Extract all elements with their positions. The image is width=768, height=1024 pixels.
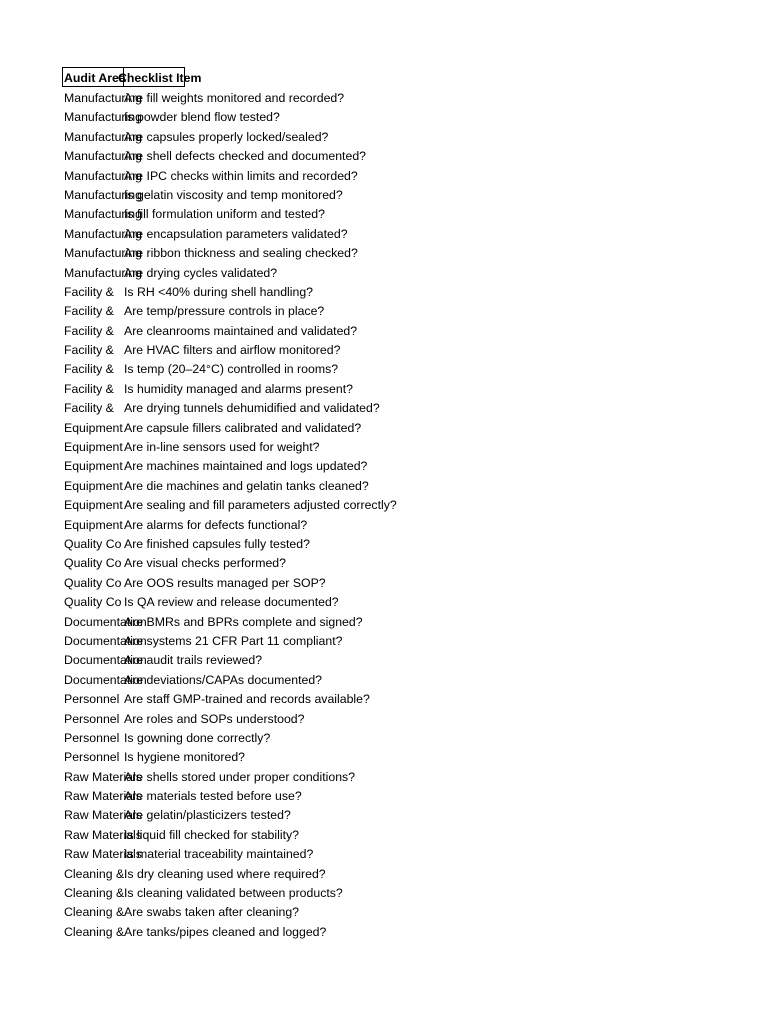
checklist-item-cell[interactable]: Are capsule fillers calibrated and validated? [124,420,362,435]
audit-area-cell[interactable]: Raw Materials [64,789,142,804]
checklist-item-cell[interactable]: Are systems 21 CFR Part 11 compliant? [124,633,343,648]
audit-area-cell[interactable]: Manufacturing [64,246,142,261]
audit-area-cell[interactable]: Cleaning & [64,866,125,881]
audit-area-cell[interactable]: Raw Materials [64,808,142,823]
checklist-item-cell[interactable]: Are alarms for defects functional? [124,517,308,532]
checklist-item-cell[interactable]: Are materials tested before use? [124,789,302,804]
table-row [62,768,702,787]
table-row [62,903,702,922]
checklist-item-cell[interactable]: Is liquid fill checked for stability? [124,827,299,842]
table-row [62,748,702,767]
audit-area-cell[interactable]: Equipment [64,420,123,435]
audit-area-cell[interactable]: Equipment [64,517,123,532]
table-row [62,923,702,942]
table-row [62,399,702,418]
checklist-item-cell[interactable]: Is dry cleaning used where required? [124,866,326,881]
table-row [62,729,702,748]
table-row [62,283,702,302]
audit-area-cell[interactable]: Quality Co [64,536,122,551]
table-row [62,865,702,884]
checklist-item-cell[interactable]: Are machines maintained and logs updated? [124,459,368,474]
audit-area-cell[interactable]: Facility & [64,323,114,338]
checklist-item-cell[interactable]: Is gelatin viscosity and temp monitored? [124,187,343,202]
audit-area-cell[interactable]: Equipment [64,459,123,474]
table-row [62,457,702,476]
table-row [62,360,702,379]
checklist-item-cell[interactable]: Are tanks/pipes cleaned and logged? [124,924,327,939]
audit-area-cell[interactable]: Facility & [64,343,114,358]
checklist-item-cell[interactable]: Is fill formulation uniform and tested? [124,207,325,222]
header-row [62,67,702,89]
table-row [62,787,702,806]
checklist-item-cell[interactable]: Are ribbon thickness and sealing checked? [124,246,358,261]
table-row [62,89,702,108]
table-row [62,671,702,690]
header-audit-area[interactable]: Audit Area [62,67,124,87]
checklist-item-cell[interactable]: Are finished capsules fully tested? [124,536,310,551]
table-row [62,884,702,903]
audit-area-cell[interactable]: Quality Co [64,595,122,610]
spreadsheet [62,67,702,942]
audit-area-cell[interactable]: Facility & [64,284,114,299]
checklist-item-cell[interactable]: Are HVAC filters and airflow monitored? [124,343,341,358]
audit-area-cell[interactable]: Equipment [64,478,123,493]
audit-area-cell[interactable]: Equipment [64,440,123,455]
audit-area-cell[interactable]: Documentation [64,653,147,668]
audit-area-cell[interactable]: Facility & [64,304,114,319]
table-row [62,593,702,612]
table-row [62,205,702,224]
table-row [62,244,702,263]
table-row [62,128,702,147]
checklist-item-cell[interactable]: Are cleanrooms maintained and validated? [124,323,358,338]
audit-area-cell[interactable]: Quality Co [64,556,122,571]
checklist-item-cell[interactable]: Are gelatin/plasticizers tested? [124,808,291,823]
checklist-item-cell[interactable]: Are IPC checks within limits and recorded? [124,168,358,183]
audit-area-cell[interactable]: Documentation [64,614,147,629]
table-row [62,613,702,632]
checklist-item-cell[interactable]: Are visual checks performed? [124,556,286,571]
table-row [62,341,702,360]
checklist-item-cell[interactable]: Is temp (20–24°C) controlled in rooms? [124,362,339,377]
table-row [62,826,702,845]
checklist-item-cell[interactable]: Are deviations/CAPAs documented? [124,672,322,687]
table-row [62,806,702,825]
table-row [62,554,702,573]
checklist-item-cell[interactable]: Are OOS results managed per SOP? [124,575,326,590]
table-row [62,186,702,205]
audit-area-cell[interactable]: Manufacturing [64,91,142,105]
table-row [62,225,702,244]
checklist-item-cell[interactable]: Are drying cycles validated? [124,265,278,280]
table-row [62,477,702,496]
table-row [62,574,702,593]
table-row [62,302,702,321]
table-row [62,108,702,127]
table-row [62,438,702,457]
checklist-item-cell[interactable]: Are swabs taken after cleaning? [124,905,299,920]
audit-area-cell[interactable]: Manufacturing [64,168,142,183]
audit-area-cell[interactable]: Cleaning & [64,924,125,939]
checklist-item-cell[interactable]: Are die machines and gelatin tanks cleaned? [124,478,369,493]
audit-area-cell[interactable]: Quality Co [64,575,122,590]
audit-area-cell[interactable]: Raw Materials [64,847,142,862]
checklist-item-cell[interactable]: Are encapsulation parameters validated? [124,226,348,241]
audit-area-cell[interactable]: Documentation [64,633,147,648]
checklist-item-cell[interactable]: Is hygiene monitored? [124,750,245,765]
audit-area-cell[interactable]: Documentation [64,672,147,687]
table-row [62,167,702,186]
checklist-item-cell[interactable]: Are shells stored under proper conditions? [124,769,356,784]
audit-area-cell[interactable]: Facility & [64,381,114,396]
audit-area-cell[interactable]: Raw Materials [64,827,142,842]
checklist-item-cell[interactable]: Are temp/pressure controls in place? [124,304,325,319]
table-row [62,264,702,283]
audit-area-cell[interactable]: Personnel [64,750,120,765]
audit-area-cell[interactable]: Cleaning & [64,905,125,920]
checklist-item-cell[interactable]: Are drying tunnels dehumidified and validated? [124,401,380,416]
checklist-item-cell[interactable]: Is powder blend flow tested? [124,110,280,125]
header-checklist-item[interactable] [118,67,202,87]
checklist-item-cell[interactable]: Is cleaning validated between products? [124,886,343,901]
checklist-item-cell[interactable]: Are fill weights monitored and recorded? [124,91,345,105]
table-row [62,380,702,399]
checklist-item-cell[interactable]: Are shell defects checked and documented? [124,149,366,164]
audit-area-cell[interactable]: Cleaning & [64,886,125,901]
table-row [62,496,702,515]
checklist-item-cell[interactable]: Is QA review and release documented? [124,595,339,610]
table-row [62,322,702,341]
audit-area-cell[interactable]: Equipment [64,498,123,513]
checklist-item-cell[interactable]: Are capsules properly locked/sealed? [124,129,329,144]
audit-area-cell[interactable]: Manufacturing [64,129,142,144]
audit-area-cell[interactable]: Manufacturing [64,265,142,280]
checklist-item-cell[interactable]: Are roles and SOPs understood? [124,711,305,726]
audit-area-cell[interactable]: Manufacturing [64,207,142,222]
audit-area-cell[interactable]: Raw Materials [64,769,142,784]
checklist-item-cell[interactable]: Are audit trails reviewed? [124,653,263,668]
checklist-item-cell[interactable]: Are in-line sensors used for weight? [124,440,320,455]
table-row [62,690,702,709]
audit-area-cell[interactable]: Manufacturing [64,187,142,202]
checklist-item-cell[interactable]: Are staff GMP-trained and records available? [124,692,370,707]
audit-area-cell[interactable]: Personnel [64,730,120,745]
table-row [62,147,702,166]
audit-area-cell[interactable]: Manufacturing [64,226,142,241]
audit-area-cell[interactable]: Personnel [64,692,120,707]
audit-area-cell[interactable]: Facility & [64,401,114,416]
table-body [62,89,702,942]
checklist-item-cell[interactable]: Are BMRs and BPRs complete and signed? [124,614,363,629]
table-row [62,710,702,729]
table-row [62,516,702,535]
checklist-item-cell[interactable]: Is material traceability maintained? [124,847,314,862]
audit-area-cell[interactable]: Manufacturing [64,110,142,125]
checklist-item-cell[interactable]: Is humidity managed and alarms present? [124,381,353,396]
checklist-item-cell[interactable]: Is RH <40% during shell handling? [124,284,314,299]
checklist-item-cell[interactable]: Are sealing and fill parameters adjusted correctly? [124,498,397,513]
table-row [62,632,702,651]
checklist-item-cell[interactable]: Is gowning done correctly? [124,730,271,745]
table-row [62,419,702,438]
audit-area-cell[interactable]: Facility & [64,362,114,377]
table-row [62,651,702,670]
audit-area-cell[interactable]: Personnel [64,711,120,726]
header-checklist-item-text: Checklist Item [118,71,202,85]
audit-area-cell[interactable]: Manufacturing [64,149,142,164]
table-row [62,845,702,864]
table-row [62,535,702,554]
